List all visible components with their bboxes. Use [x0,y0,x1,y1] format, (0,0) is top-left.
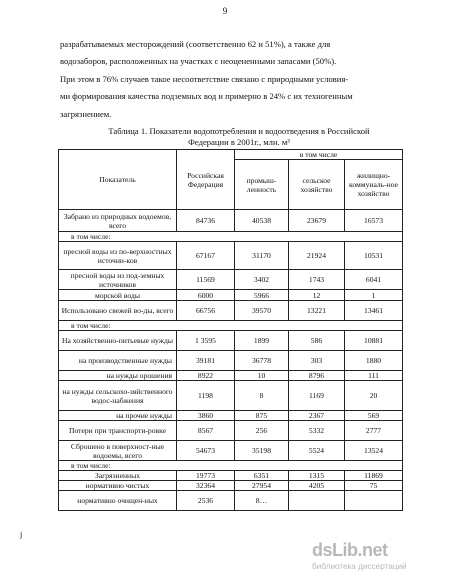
paragraph-line: разрабатываемых месторождений (соответственно 62 и 51%), а также для [60,39,331,49]
row-label: морской воды [59,290,177,301]
cell-agriculture: 5524 [289,441,345,461]
paragraph-line: ми формирования качества подземных вод и примерно в 24% с их техногенным [60,91,353,102]
cell-russian-federation: 8922 [177,371,235,381]
cell-russian-federation: 19773 [177,471,235,481]
cell-agriculture: 1743 [289,270,345,290]
watermark-subtitle: библиотека диссертаций [312,562,407,571]
cell-agriculture: 1315 [289,471,345,481]
cell-russian-federation: 84736 [177,210,235,232]
cell-housing: 13461 [345,301,403,321]
row-label: в том числе: [59,321,403,331]
cell-agriculture [289,491,345,511]
table-row [59,461,403,471]
table-row [59,232,403,242]
table-row [59,301,403,321]
row-label: нормативно чистых [59,481,177,491]
cell-agriculture: 23679 [289,210,345,232]
header-agriculture: сельское хозяйство [289,160,345,210]
margin-mark: j [20,530,23,539]
row-label: Сброшено в поверхност-ные водоемы, всего [59,441,177,461]
table-row [59,290,403,301]
cell-russian-federation: 11569 [177,270,235,290]
paragraph-line: загрязнением. [60,108,112,119]
cell-industry: 35198 [235,441,289,461]
caption-line: Таблица 1. Показатели водопотребления и водоотведения в Российской [108,126,370,136]
cell-housing: 10531 [345,242,403,270]
table-row [59,491,403,511]
cell-russian-federation: 6000 [177,290,235,301]
paragraph-line: При этом в 76% случаев такое несоответствие связано с природными условия- [60,73,349,84]
cell-agriculture: 2367 [289,411,345,421]
table-row [59,421,403,441]
table-row [59,210,403,232]
watermark [312,540,436,574]
cell-housing: 11869 [345,471,403,481]
header-indicator: Показатель [59,150,177,210]
cell-industry: 6351 [235,471,289,481]
table-row [59,481,403,491]
cell-agriculture: 21924 [289,242,345,270]
cell-agriculture: 586 [289,331,345,351]
cell-housing: 2777 [345,421,403,441]
cell-housing [345,491,403,511]
table-row [59,411,403,421]
table-row [59,351,403,371]
cell-agriculture: 303 [289,351,345,371]
table-row [59,270,403,290]
paragraph-line: водозаборов, расположенных на участках с неоцененными запасами (50%). [60,56,337,67]
cell-agriculture: 12 [289,290,345,301]
row-label: На хозяйственно-питьевые нужды [59,331,177,351]
table-caption [74,126,404,148]
cell-housing: 1880 [345,351,403,371]
page-number: 9 [222,6,228,16]
cell-industry: 27954 [235,481,289,491]
cell-housing: 6041 [345,270,403,290]
row-label: на производственные нужды [59,351,177,371]
cell-russian-federation: 2536 [177,491,235,511]
row-label: Загрязненных [59,471,177,481]
cell-industry: 256 [235,421,289,441]
cell-industry: 31170 [235,242,289,270]
cell-russian-federation: 66756 [177,301,235,321]
row-label: на нужды сельскохо-зяйственного водос-набжения [59,381,177,411]
cell-industry: 1899 [235,331,289,351]
table-row [59,331,403,351]
cell-housing: 75 [345,481,403,491]
cell-housing: 16573 [345,210,403,232]
cell-housing: 111 [345,371,403,381]
table-row [59,471,403,481]
water-use-table [58,149,403,511]
cell-housing: 10881 [345,331,403,351]
watermark-logo: dsLib.net [312,540,388,560]
cell-russian-federation: 3860 [177,411,235,421]
header-russian-federation: Российская Федерация [177,150,235,210]
row-label: Использовано свежей во-ды, всего [59,301,177,321]
cell-russian-federation: 54673 [177,441,235,461]
cell-agriculture: 5332 [289,421,345,441]
row-label: на прочие нужды [59,411,177,421]
header-industry: промыш-ленность [235,160,289,210]
cell-industry: 3402 [235,270,289,290]
body-paragraph [60,36,412,123]
cell-industry: 8 [235,381,289,411]
row-label: пресной воды из под-земных источников [59,270,177,290]
cell-industry: 8… [235,491,289,511]
table-row [59,242,403,270]
cell-housing: 20 [345,381,403,411]
row-label: в том числе: [59,461,403,471]
cell-russian-federation: 39181 [177,351,235,371]
row-label: Потери при транспорти-ровке [59,421,177,441]
header-housing: жилищно-коммуналь-ное хозяйство [345,160,403,210]
cell-housing: 13524 [345,441,403,461]
row-label: нормативно очищен-ных [59,491,177,511]
table-row [59,321,403,331]
cell-agriculture: 1169 [289,381,345,411]
cell-industry: 39570 [235,301,289,321]
row-label: пресной воды из по-верхностных источни-ков [59,242,177,270]
cell-industry: 10 [235,371,289,381]
table-row [59,441,403,461]
row-label: в том числе: [59,232,403,242]
cell-industry: 875 [235,411,289,421]
cell-industry: 40538 [235,210,289,232]
cell-housing: 569 [345,411,403,421]
cell-russian-federation: 1 3595 [177,331,235,351]
cell-agriculture: 8796 [289,371,345,381]
cell-agriculture: 4205 [289,481,345,491]
caption-line: Федерации в 2001г., млн. м³ [188,137,290,147]
table-row [59,381,403,411]
cell-russian-federation: 1198 [177,381,235,411]
header-including: в том числе [235,150,403,160]
cell-agriculture: 13221 [289,301,345,321]
cell-industry: 36778 [235,351,289,371]
cell-housing: 1 [345,290,403,301]
cell-industry: 5966 [235,290,289,301]
cell-russian-federation: 32364 [177,481,235,491]
cell-russian-federation: 8567 [177,421,235,441]
row-label: на нужды орошения [59,371,177,381]
cell-russian-federation: 67167 [177,242,235,270]
row-label: Забрано из природных водоемов, всего [59,210,177,232]
table-header-row [59,150,403,160]
table-row [59,371,403,381]
